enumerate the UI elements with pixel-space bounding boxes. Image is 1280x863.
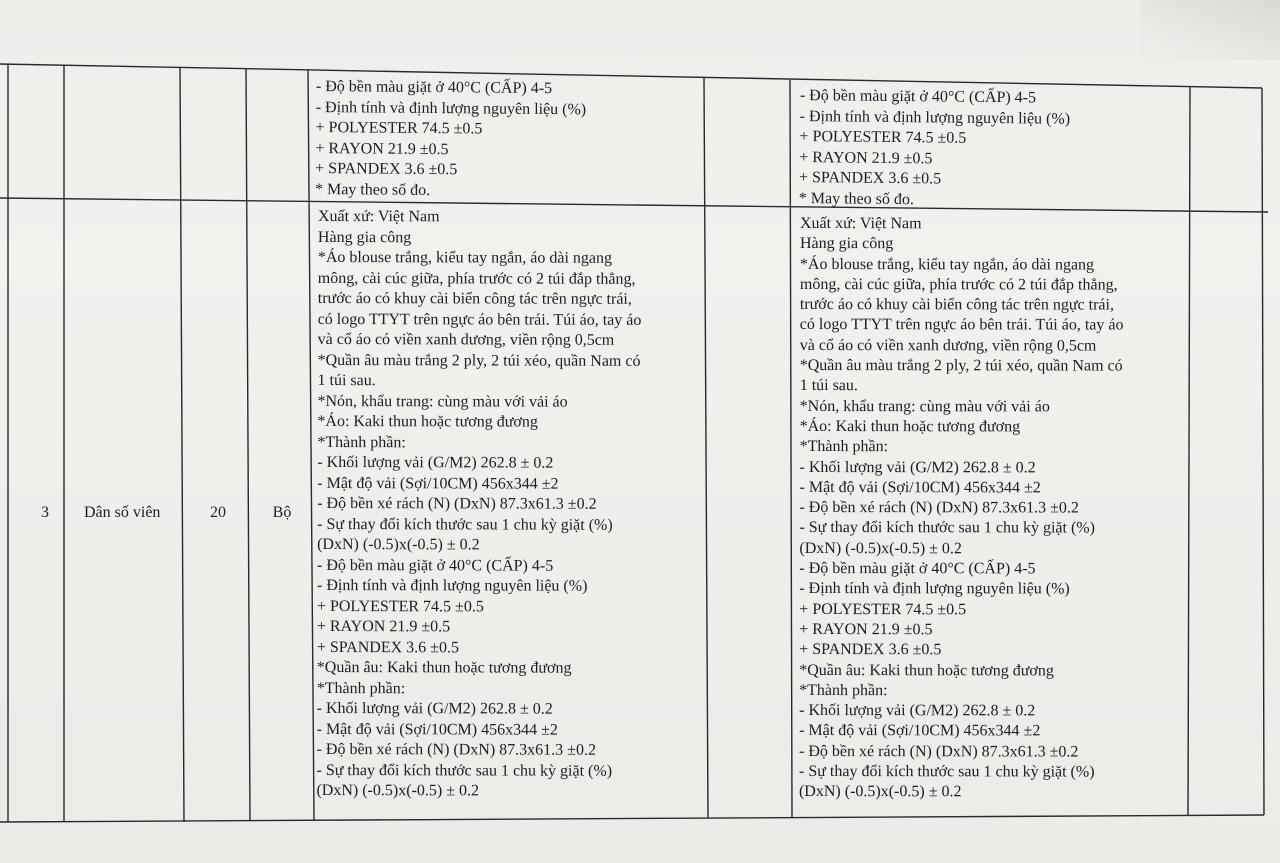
spec-line: *Thành phần: [317,433,406,451]
spec-line: (DxN) (-0.5)x(-0.5) ± 0.2 [316,781,480,800]
spec-line: *Quần âu: Kaki thun hoặc tương đương [316,658,572,677]
spec-line: *Áo blouse trắng, kiểu tay ngắn, áo dài ngang [799,255,1095,274]
spec-line: mông, cài cúc giữa, phía trước có 2 túi đắp thẳng, [317,269,636,288]
spec-line: *Thành phần: [316,679,406,697]
spec-line: (DxN) (-0.5)x(-0.5) ± 0.2 [798,783,962,801]
spec-line: và cổ áo có viền xanh dương, viền rộng 0,5cm [799,336,1097,355]
spec-line: trước áo có khuy cài biển công tác trên ngực trái, [799,296,1114,314]
spec-line: + SPANDEX 3.6 ±0.5 [799,641,942,659]
spec-line: + POLYESTER 74.5 ±0.5 [316,597,484,615]
spec-line: và cổ áo có viền xanh dương, viền rộng 0,5cm [317,330,615,349]
spec-line: + SPANDEX 3.6 ±0.5 [315,159,458,179]
spec-line: *Nón, khẩu trang: cùng màu với vải áo [799,397,1050,416]
spec-line: - Độ bền xé rách (N) (DxN) 87.3x61.3 ±0.2 [316,740,596,759]
spec-line: - Độ bền màu giặt ở 40°C (CẤP) 4-5 [799,86,1037,107]
spec-line: + RAYON 21.9 ±0.5 [316,617,451,636]
spec-line: - Định tính và định lượng nguyên liệu (%) [799,107,1071,128]
spec-line: *Quần âu: Kaki thun hoặc tương đương [799,661,1054,679]
spec-line: - Khối lượng vải (G/M2) 262.8 ± 0.2 [799,458,1036,476]
spec-line: (DxN) (-0.5)x(-0.5) ± 0.2 [799,539,962,558]
spec-line: - Độ bền xé rách (N) (DxN) 87.3x61.3 ±0.2 [799,499,1079,517]
spec-line: - Định tính và định lượng nguyên liệu (%) [315,98,587,118]
spec-line: 1 túi sau. [317,371,376,390]
spec-line: + SPANDEX 3.6 ±0.5 [798,168,942,188]
spec-line: *Quần âu màu trắng 2 ply, 2 túi xéo, quần Nam có [799,357,1123,375]
table-top-border [0,64,1262,88]
spec-line: - Mật độ vải (Sợi/10CM) 456x344 ±2 [799,478,1041,497]
spec-line: * May theo số đo. [314,180,431,199]
spec-line: + POLYESTER 74.5 ±0.5 [799,127,967,147]
top-spec-right [799,86,1071,212]
spec-line: *Thành phần: [799,438,889,456]
spec-line: - Độ bền màu giặt ở 40°C (CẤP) 4-5 [799,560,1036,578]
spec-line: - Độ bền xé rách (N) (DxN) 87.3x61.3 ±0.2 [799,742,1079,761]
spec-line: có logo TTYT trên ngực áo bên trái. Túi áo, tay áo [799,316,1124,335]
spec-line: - Mật độ vải (Sợi/10CM) 456x344 ±2 [317,474,559,493]
spec-line: - Sự thay đổi kích thước sau 1 chu kỳ giặt (%) [799,763,1095,781]
spec-line: Hàng gia công [317,228,412,246]
spec-line: Hàng gia công [799,235,894,253]
spec-line: - Định tính và định lượng nguyên liệu (%) [316,576,588,595]
spec-line: - Độ bền màu giặt ở 40°C (CẤP) 4-5 [315,77,553,98]
main-spec-right [799,214,1124,803]
spec-line: - Khối lượng vải (G/M2) 262.8 ± 0.2 [316,699,553,718]
spec-line: - Sự thay đổi kích thước sau 1 chu kỳ giặt (%) [316,761,613,780]
spec-line: (DxN) (-0.5)x(-0.5) ± 0.2 [317,535,480,554]
spec-line: *Nón, khẩu trang: cùng màu với vải áo [317,392,568,411]
spec-line: *Áo blouse trắng, kiểu tay ngắn, áo dài ngang [317,248,613,267]
spec-line: - Khối lượng vải (G/M2) 262.8 ± 0.2 [317,453,554,472]
spec-line: Xuất xứ: Việt Nam [317,208,440,226]
spec-line: - Độ bền màu giặt ở 40°C (CẤP) 4-5 [317,556,554,575]
spec-line: - Độ bền xé rách (N) (DxN) 87.3x61.3 ±0.2 [317,494,597,513]
spec-line: - Sự thay đổi kích thước sau 1 chu kỳ giặt (%) [317,515,613,534]
spec-line: - Khối lượng vải (G/M2) 262.8 ± 0.2 [799,702,1036,720]
top-spec-left [315,77,586,202]
spec-line: - Sự thay đổi kích thước sau 1 chu kỳ giặt (%) [799,519,1095,537]
spec-line: *Áo: Kaki thun hoặc tương đương [317,412,538,431]
spec-line: - Mật độ vải (Sợi/10CM) 456x344 ±2 [799,722,1041,740]
spec-line: *Thành phần: [799,681,888,699]
spec-line: + RAYON 21.9 ±0.5 [315,139,449,158]
spec-line: mông, cài cúc giữa, phía trước có 2 túi đắp thẳng, [799,275,1118,294]
spec-line: Xuất xứ: Việt Nam [799,215,922,233]
spec-line: *Áo: Kaki thun hoặc tương đương [799,417,1021,436]
spec-line: + POLYESTER 74.5 ±0.5 [315,118,483,138]
spec-line: + RAYON 21.9 ±0.5 [799,620,933,639]
row-unit: Bộ [272,504,292,521]
spec-line: - Định tính và định lượng nguyên liệu (%) [799,580,1070,598]
row-stt: 3 [41,504,49,521]
row-quantity: 20 [210,504,226,521]
main-spec-left [316,207,641,802]
table-bottom-border [0,815,1264,822]
spec-line: có logo TTYT trên ngực áo bên trái. Túi áo, tay áo [317,310,642,329]
row-item-name: Dân số viên [84,504,161,521]
spec-line: * May theo số đo. [798,189,915,208]
spec-line: *Quần âu màu trắng 2 ply, 2 túi xéo, quần Nam có [317,351,641,370]
spec-line: + POLYESTER 74.5 ±0.5 [799,600,967,618]
spec-line: 1 túi sau. [799,377,858,395]
spec-line: trước áo có khuy cài biển công tác trên ngực trái, [317,289,632,308]
spec-line: - Mật độ vải (Sợi/10CM) 456x344 ±2 [316,720,558,739]
spec-line: + RAYON 21.9 ±0.5 [799,148,933,167]
spec-line: + SPANDEX 3.6 ±0.5 [316,638,459,656]
